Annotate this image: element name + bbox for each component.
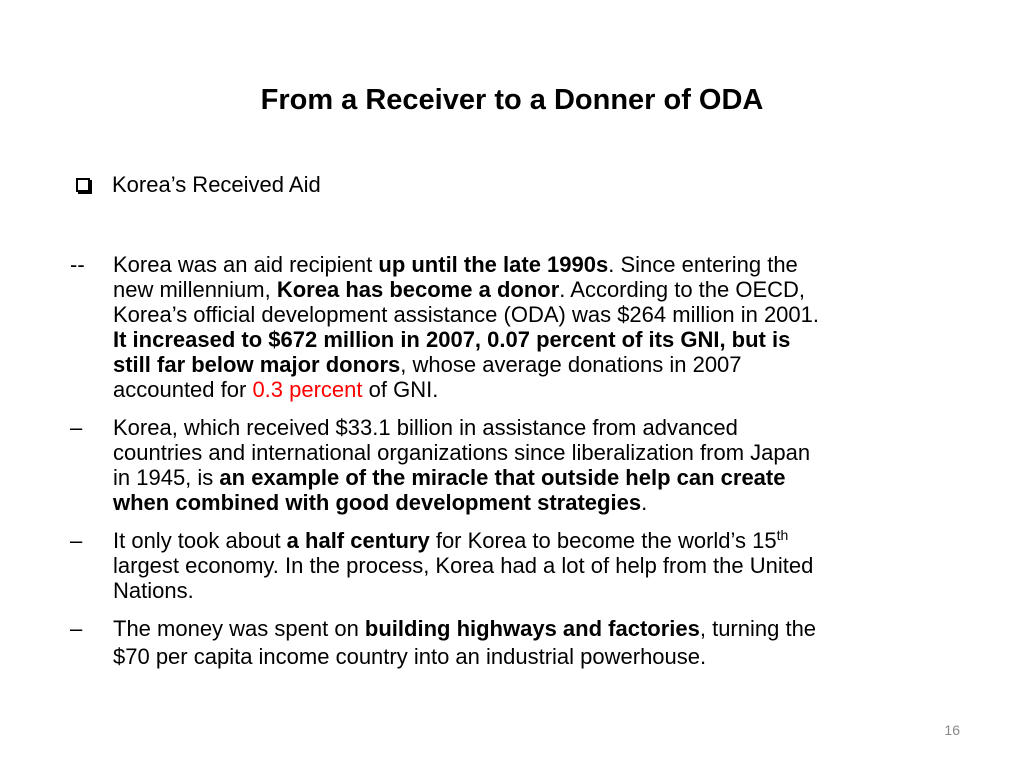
bullet-line [113,553,950,578]
text-run: , turning the [699,616,817,641]
section-heading-text: Korea’s Received Aid [112,172,321,197]
text-run: . According to the OECD, [559,277,806,302]
bullet-line [113,490,950,515]
text-run: Nations. [113,578,194,603]
bullet-line [113,465,950,490]
bullet-line [113,528,950,553]
bullet-marker: – [70,415,83,440]
slide-title: From a Receiver to a Donner of ODA [260,84,764,116]
bullet-item-money-spent [70,616,950,672]
text-run: countries and international organizations since liberalization from Japan [113,440,811,465]
text-run: of GNI. [362,377,439,402]
bullet-line [113,277,950,302]
bullet-line [113,252,950,277]
text-run: , whose average donations in 2007 [400,352,742,377]
page-number: 16 [944,722,960,738]
bullet-line [113,578,950,603]
red-text-run: 0.3 percent [252,377,363,402]
text-run: Korea’s official development assistance (ODA) was $264 million in 2001. [113,302,819,327]
bullet-marker: -- [70,252,85,277]
bullet-line [113,352,950,377]
text-run: largest economy. In the process, Korea had a lot of help from the United [113,553,814,578]
text-run: in 1945, is [113,465,220,490]
bold-text-run: an example of the miracle that outside help can create [219,465,786,490]
bullet-marker: – [70,528,83,553]
bold-text-run: building highways and factories [364,616,700,641]
bullet-line [113,440,950,465]
bullet-line [113,415,950,440]
bullet-list [70,252,950,672]
bullet-item-half-century [70,528,950,603]
superscript-text: th [776,527,789,543]
bullet-line [113,616,950,641]
bullet-marker: – [70,616,83,641]
text-run: It only took about [113,528,287,553]
text-run: Korea, which received $33.1 billion in assistance from advanced [113,415,738,440]
bold-text-run: It increased to $672 million in 2007, 0.07 percent of its GNI, but is [113,327,791,352]
bold-text-run: Korea has become a donor [276,277,560,302]
bold-text-run: up until the late 1990s [378,252,609,277]
bullet-item-aid-recipient [70,252,950,402]
checkbox-bullet-icon [76,178,90,192]
text-run: . Since entering the [608,252,798,277]
text-run: new millennium, [113,277,277,302]
text-run: $70 per capita income country into an industrial powerhouse. [113,644,707,669]
text-run: . [641,490,648,515]
bold-text-run: a half century [286,528,430,553]
bold-text-run: when combined with good development strategies [113,490,642,515]
text-run: for Korea to become the world’s 15 [429,528,777,553]
text-run: The money was spent on [113,616,365,641]
bullet-line [113,377,950,402]
bold-text-run: still far below major donors [113,352,401,377]
bullet-item-assistance-received [70,415,950,515]
text-run: accounted for [113,377,253,402]
bullet-line [113,641,950,672]
section-heading [76,170,321,200]
text-run: Korea was an aid recipient [113,252,379,277]
bullet-line [113,302,950,327]
bullet-line [113,327,950,352]
